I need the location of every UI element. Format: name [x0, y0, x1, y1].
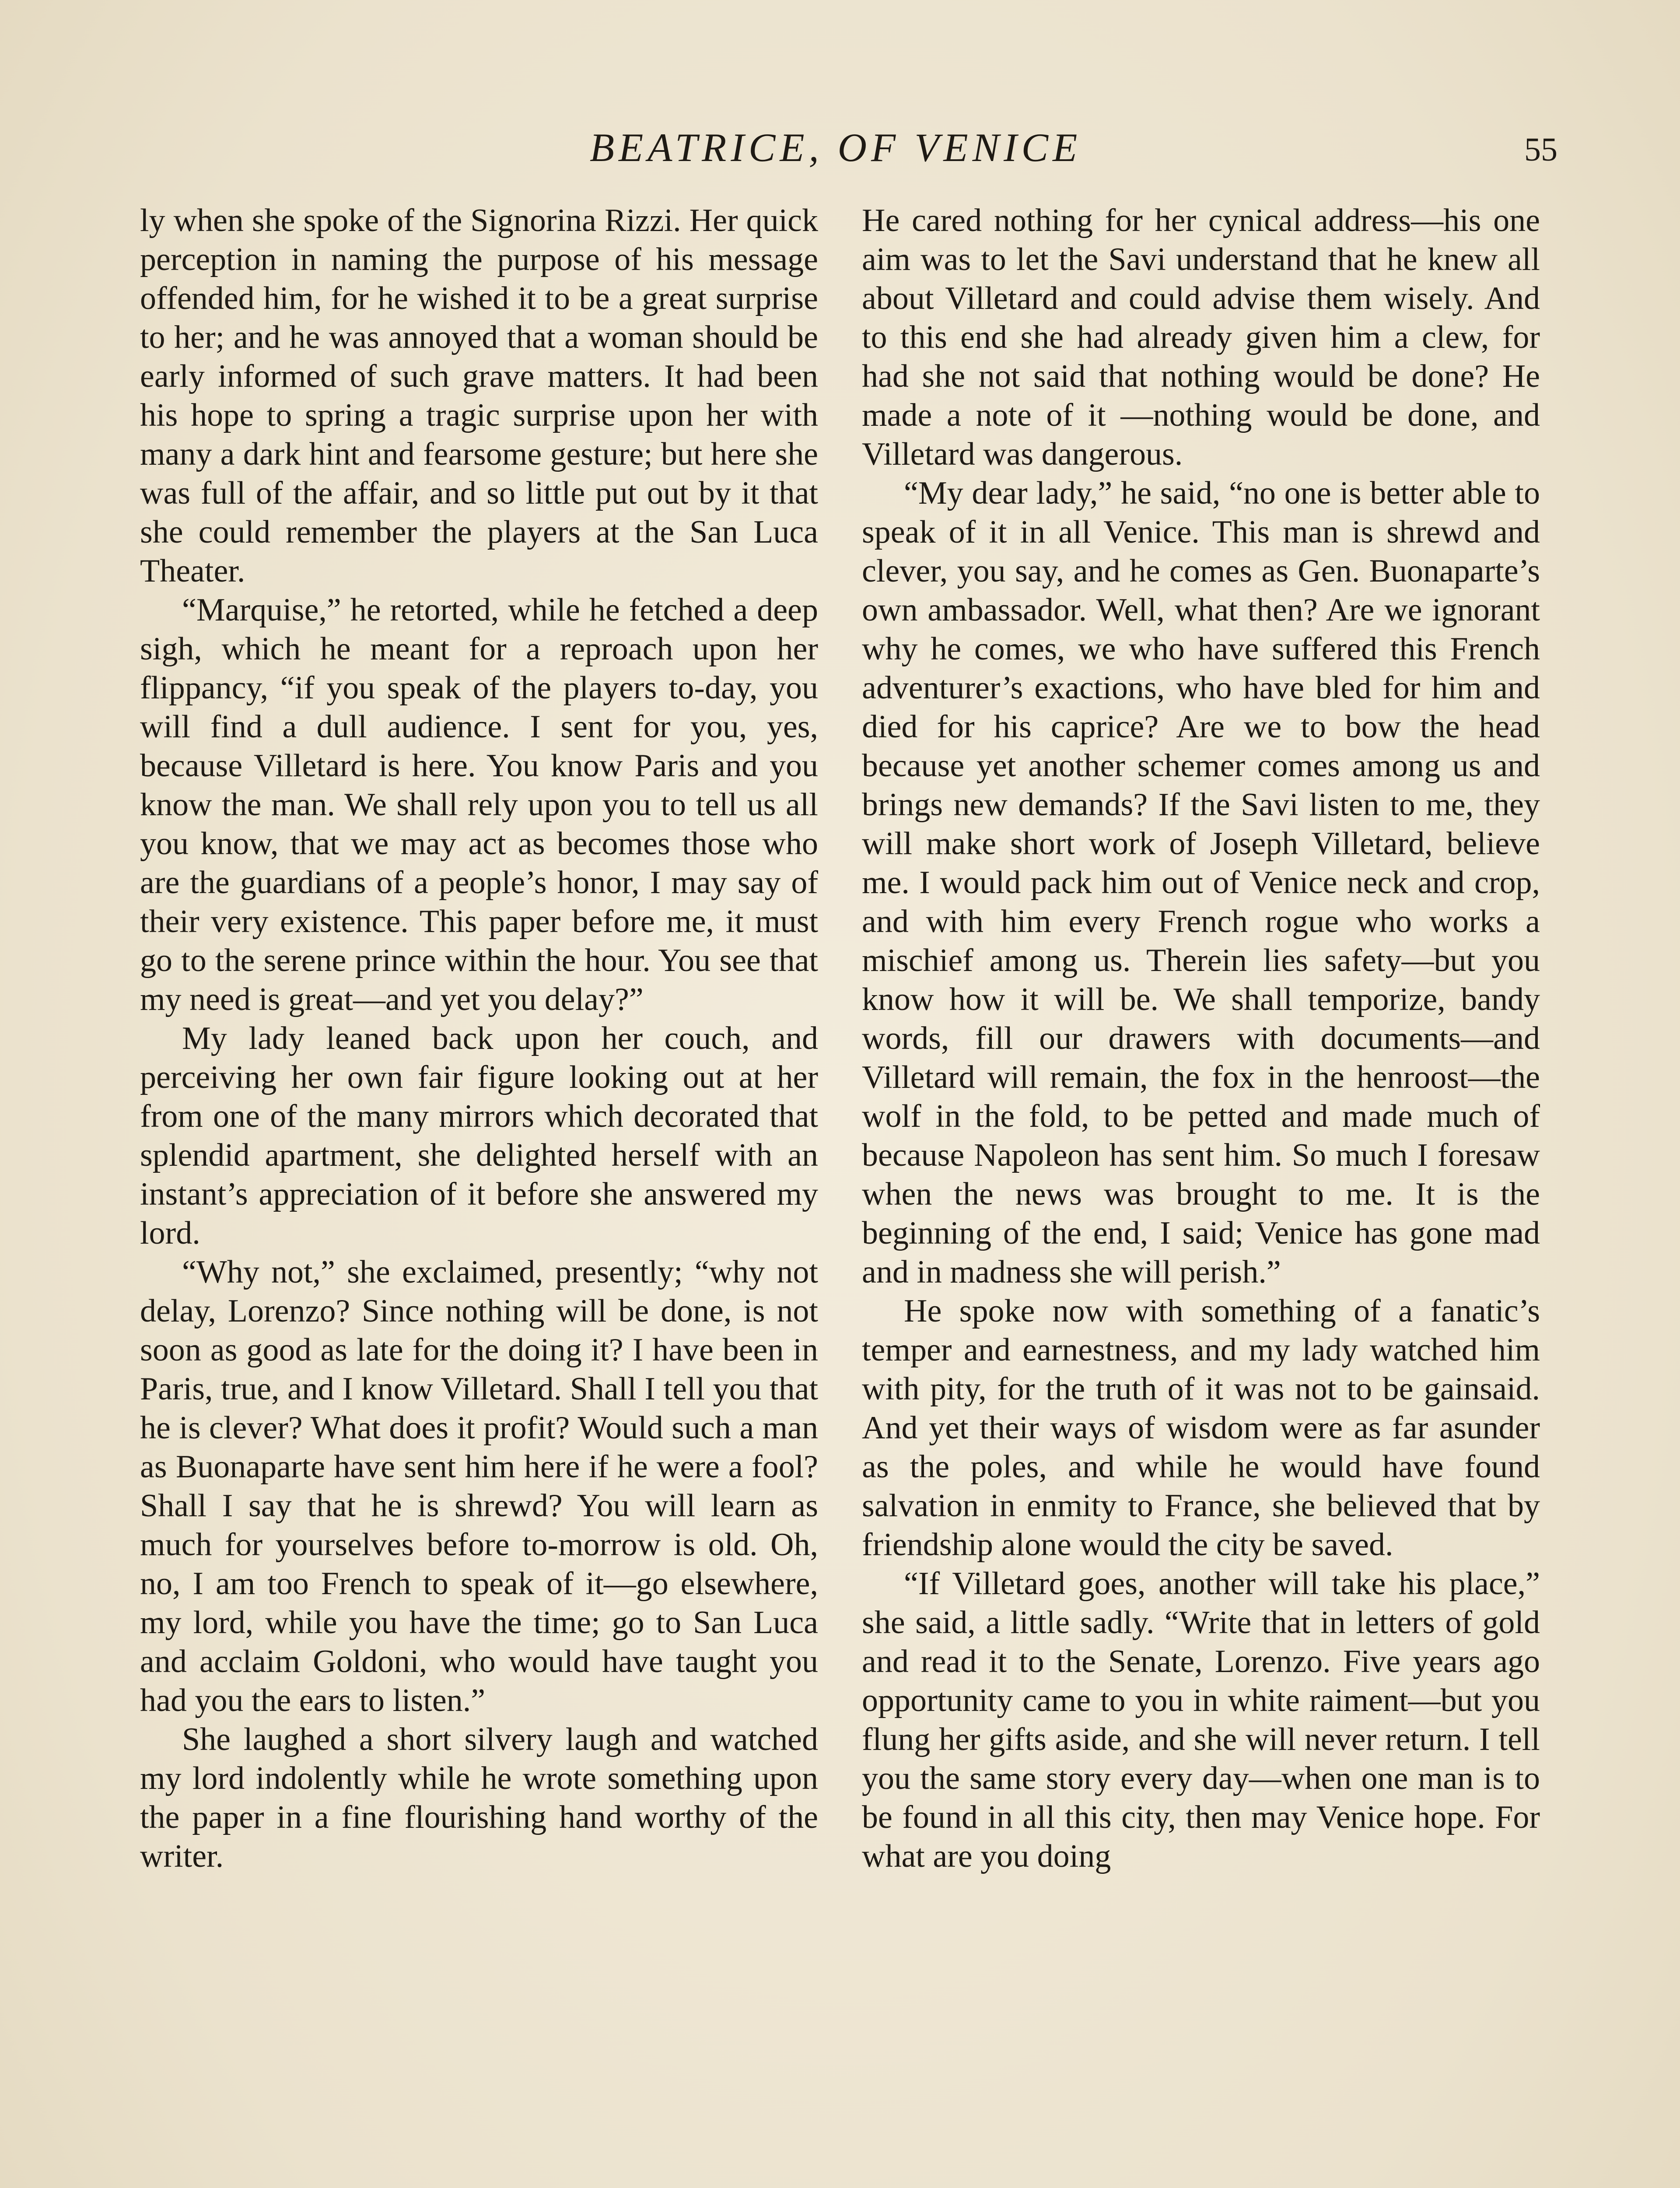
running-title: BEATRICE, OF VENICE	[589, 125, 1082, 170]
page-header	[0, 123, 1680, 176]
paragraph: “Why not,” she exclaimed, presently; “why not delay, Lorenzo? Since nothing will be done, is not soon as good as late for the doing it? I have been in Paris, true, and I know Villetard. Shall I tell you that he is clever? What does it profit? Would such a man as Buonaparte have sent him here if he were a fool? Shall I say that he is shrewd? You will learn as much for yourselves before to-morrow is old. Oh, no, I am too French to speak of it—go elsewhere, my lord, while you have the time; go to San Luca and acclaim Goldoni, who would have taught you had you the ears to listen.”	[140, 1254, 818, 1718]
page-number: 55	[1524, 131, 1558, 168]
paragraph: My lady leaned back upon her couch, and perceiving her own fair figure looking out at her from one of the many mirrors which decorated that splendid apartment, she delighted herself with an instant’s appreciation of it before she answered my lord.	[140, 1020, 818, 1251]
paragraph: ly when she spoke of the Signorina Rizzi. Her quick perception in naming the purpose of his message offended him, for he wished it to be a great surprise to her; and he was annoyed that a woman should be early informed of such grave matters. It had been his hope to spring a tragic surprise upon her with many a dark hint and fearsome gesture; but here she was full of the affair, and so little put out by it that she could remember the players at the San Luca Theater.	[140, 203, 818, 589]
left-column	[140, 201, 818, 2188]
right-column	[862, 201, 1540, 2188]
paragraph: “If Villetard goes, another will take his place,” she said, a little sadly. “Write that in letters of gold and read it to the Senate, Lorenzo. Five years ago opportunity came to you in white raiment—but you flung her gifts aside, and she will never return. I tell you the same story every day—when one man is to be found in all this city, then may Venice hope. For what are you doing	[862, 1566, 1540, 1874]
paragraph: He spoke now with something of a fanatic’s temper and earnestness, and my lady watched him with pity, for the truth of it was not to be gainsaid. And yet their ways of wisdom were as far asunder as the poles, and while he would have found salvation in enmity to France, she believed that by friendship alone would the city be saved.	[862, 1293, 1540, 1563]
paragraph: She laughed a short silvery laugh and watched my lord indolently while he wrote something upon the paper in a fine flourishing hand worthy of the writer.	[140, 1722, 818, 1874]
paragraph: He cared nothing for her cynical address—his one aim was to let the Savi understand that he knew all about Villetard and could advise them wisely. And to this end she had already given him a clew, for had she not said that nothing would be done? He made a note of it —nothing would be done, and Villetard was dangerous.	[862, 203, 1540, 472]
paragraph: “Marquise,” he retorted, while he fetched a deep sigh, which he meant for a reproach upon her flippancy, “if you speak of the players to-day, you will find a dull audience. I sent for you, yes, because Villetard is here. You know Paris and you know the man. We shall rely upon you to tell us all you know, that we may act as becomes those who are the guardians of a people’s honor, I may say of their very existence. This paper before me, it must go to the serene prince within the hour. You see that my need is great—and yet you delay?”	[140, 592, 818, 1017]
paragraph: “My dear lady,” he said, “no one is better able to speak of it in all Venice. This man is shrewd and clever, you say, and he comes as Gen. Buonaparte’s own ambassador. Well, what then? Are we ignorant why he comes, we who have suffered this French adventurer’s exactions, who have bled for him and died for his caprice? Are we to bow the head because yet another schemer comes among us and brings new demands? If the Savi listen to me, they will make short work of Joseph Villetard, believe me. I would pack him out of Venice neck and crop, and with him every French rogue who works a mischief among us. Therein lies safety—but you know how it will be. We shall temporize, bandy words, fill our drawers with documents—and Villetard will remain, the fox in the henroost—the wolf in the fold, to be petted and made much of because Napoleon has sent him. So much I foresaw when the news was brought to me. It is the beginning of the end, I said; Venice has gone mad and in madness she will perish.”	[862, 475, 1540, 1290]
